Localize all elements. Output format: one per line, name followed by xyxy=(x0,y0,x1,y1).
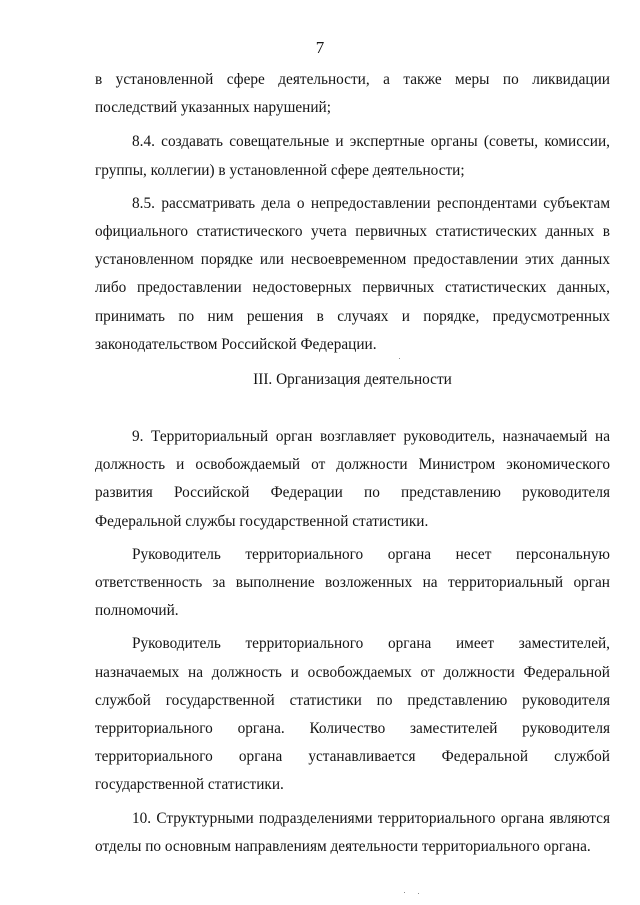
page-number: 7 xyxy=(315,38,325,57)
paragraph-item-8-4: 8.4. создавать совещательные и экспертные органы (советы, комиссии, группы, коллегии) в установленной сфере деятельности; xyxy=(95,133,610,179)
scan-speck xyxy=(418,893,419,894)
paragraph-item-8-5: 8.5. рассматривать дела о непредоставлении респондентами субъектам официального статистического учета первичных статистических данных в установленном порядке или несвоевременном предоставлении этих данных либо предоставлении недостоверных первичных статистических данных, принимать по ним решения в случаях и порядке, предусмотренных законодательством Российской Федерации. xyxy=(95,194,610,353)
paragraph-responsibility: Руководитель территориального органа несет персональную ответственность за выполнение возложенных на территориальный орган полномочий. xyxy=(95,545,610,620)
paragraph-deputies: Руководитель территориального органа имеет заместителей, назначаемых на должность и освобождаемых от должности Федеральной службой государственной статистики по представлению руководителя территориального органа. Количество заместителей руководителя территориального органа устанавливается Федеральной службой государственной статистики. xyxy=(95,635,610,794)
paragraph-item-10: 10. Структурными подразделениями территориального органа являются отделы по основным направлениям деятельности территориального органа. xyxy=(95,809,610,855)
scan-speck xyxy=(404,892,405,893)
paragraph-continuation: в установленной сфере деятельности, а также меры по ликвидации последствий указанных нарушений; xyxy=(95,71,610,117)
section-heading: III. Организация деятельности xyxy=(253,371,452,388)
text-block-section-3 xyxy=(95,423,610,861)
scan-speck xyxy=(399,358,400,359)
paragraph-item-9: 9. Территориальный орган возглавляет руководитель, назначаемый на должность и освобождаемый от должности Министром экономического развития Российской Федерации по представлению руководителя Федеральной службы государственной статистики. xyxy=(95,428,610,530)
text-block-section-2-end xyxy=(95,66,610,359)
